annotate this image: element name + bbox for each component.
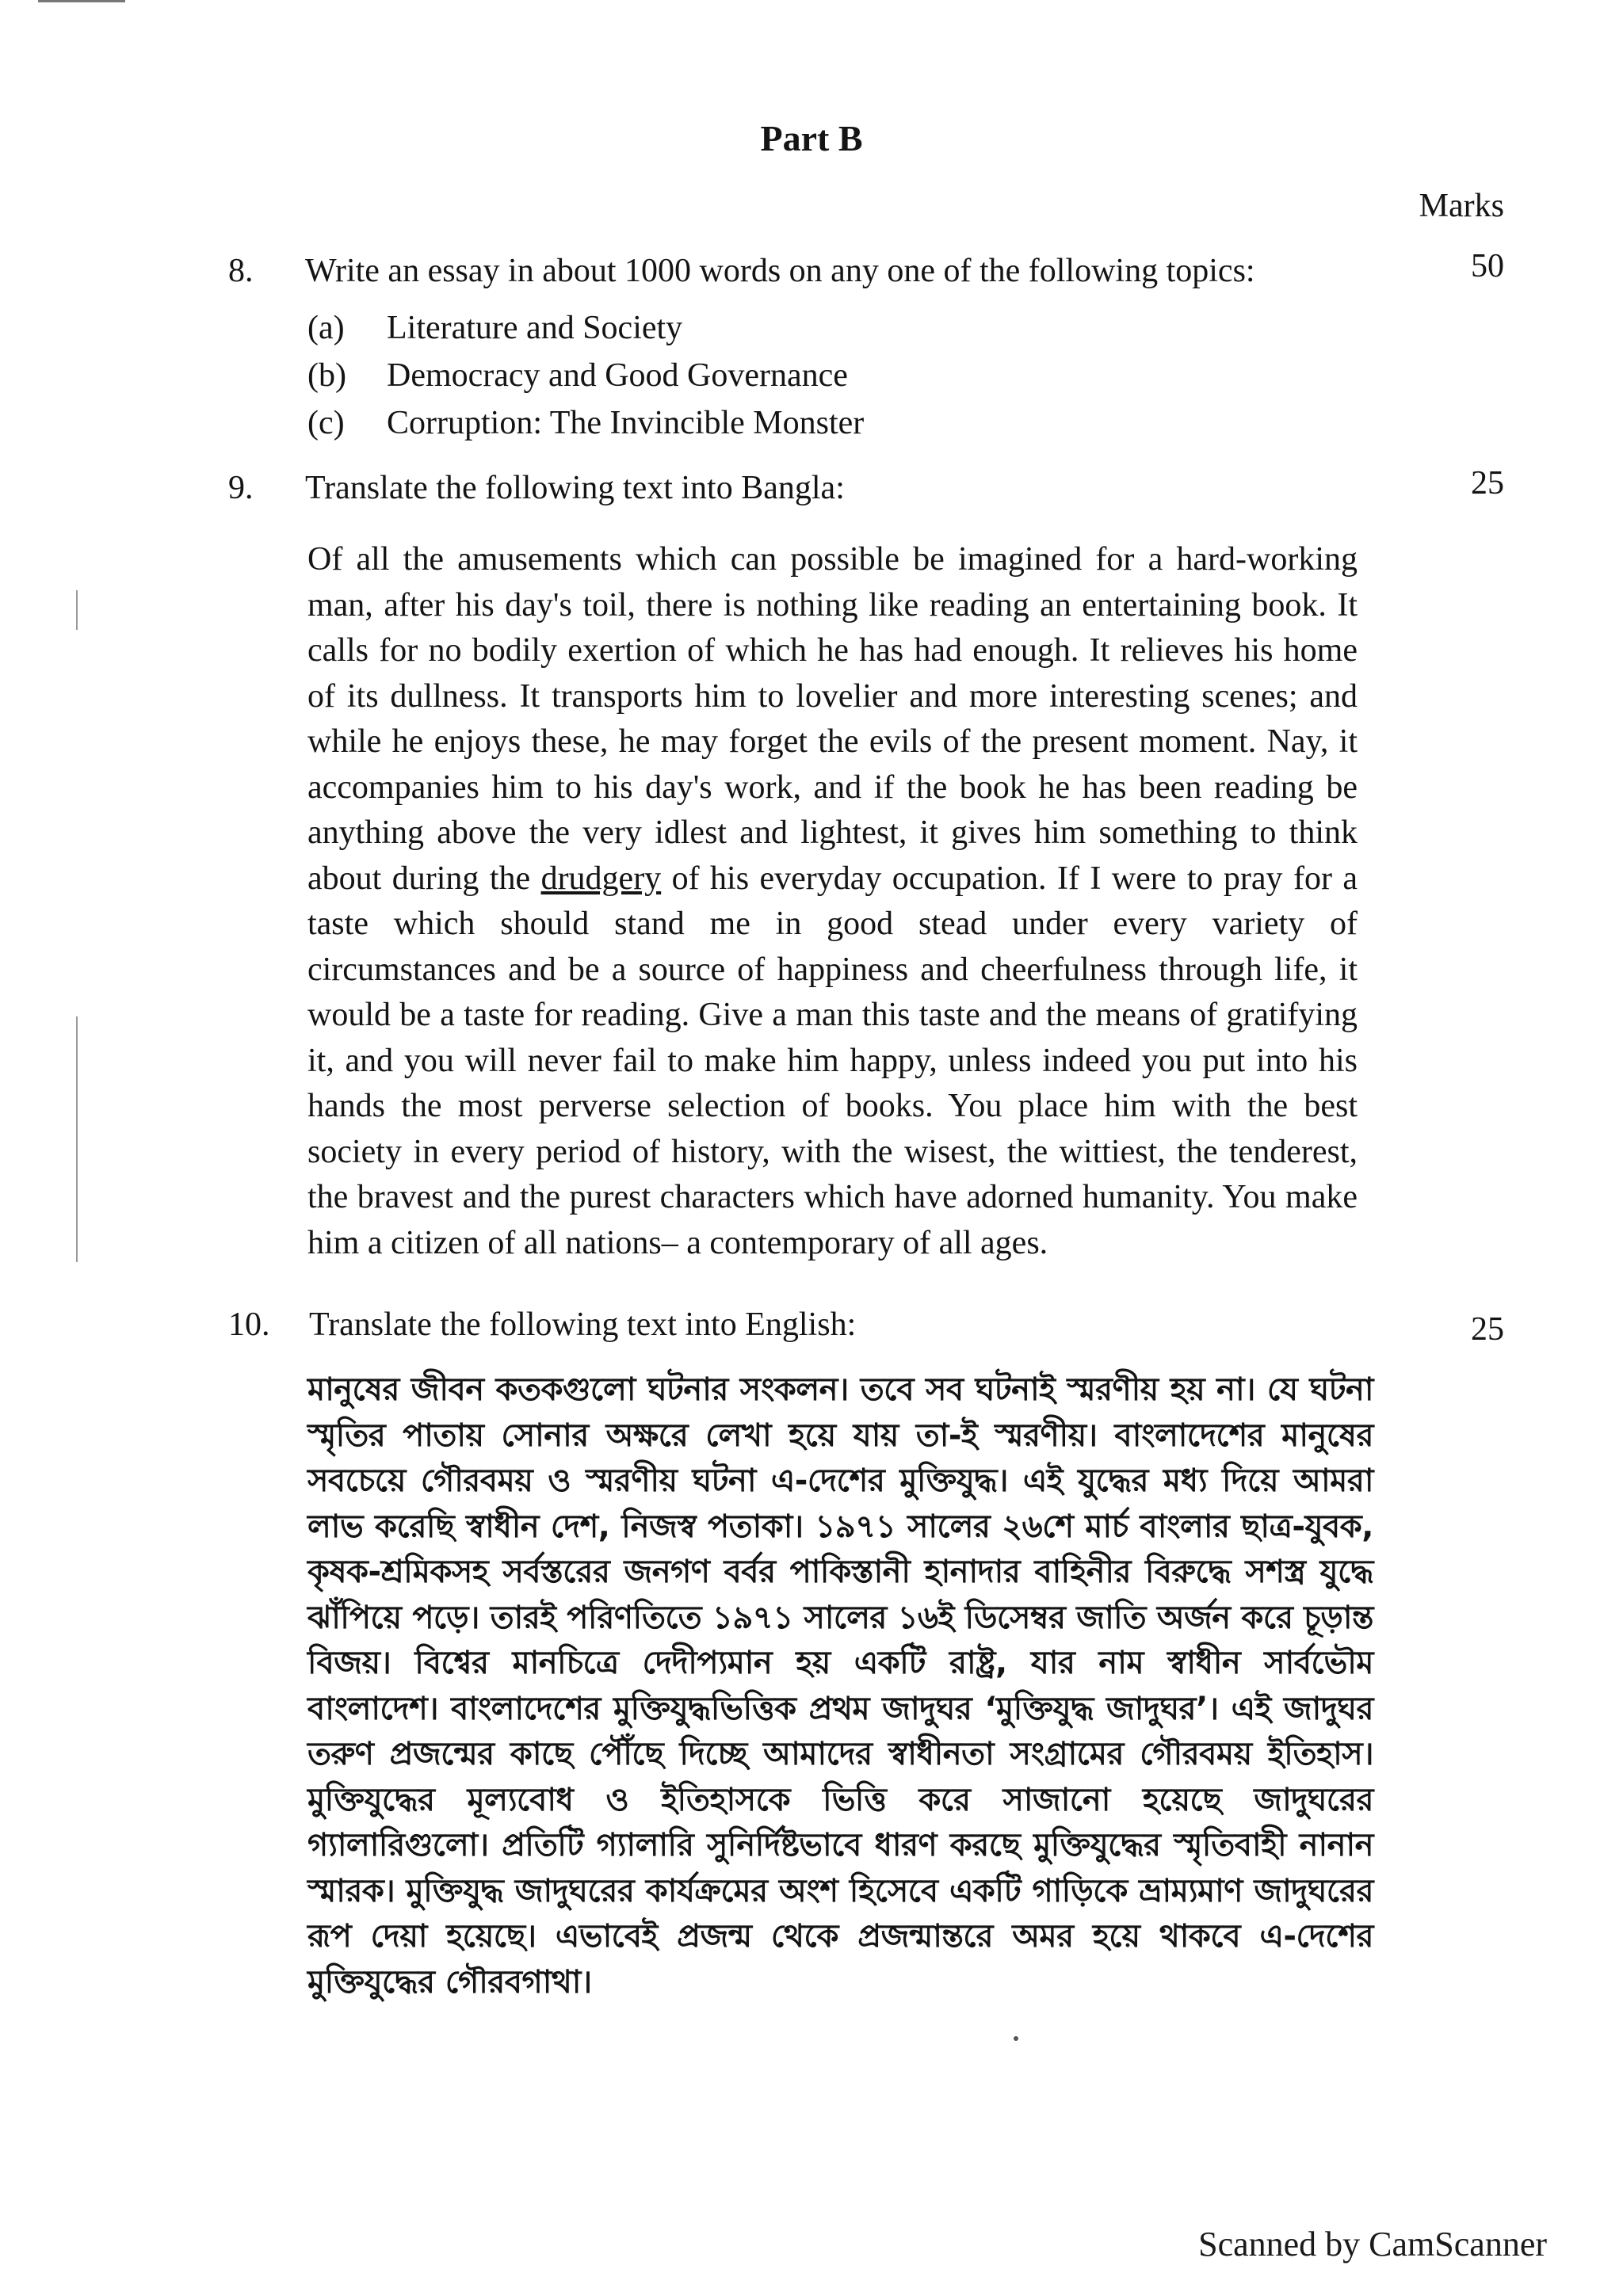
option-c [307,404,864,442]
option-text: Corruption: The Invincible Monster [387,405,865,441]
option-b [307,357,848,395]
question-text: Translate the following text into English: [309,1306,857,1343]
question-marks: 25 [1471,1311,1504,1348]
scan-speck [1014,2036,1018,2041]
english-passage [307,537,1358,1266]
underlined-word: drudgery [540,860,662,897]
scanner-watermark: Scanned by CamScanner [1198,2225,1547,2264]
question-text: Translate the following text into Bangla: [305,470,845,506]
question-marks: 50 [1471,248,1504,284]
option-text: Literature and Society [387,310,683,346]
part-title: Part B [760,118,863,158]
marks-header: Marks [1419,188,1504,224]
scan-top-edge [38,0,125,2]
scan-margin-line [76,1016,78,1262]
question-marks: 25 [1471,465,1504,502]
option-label: (a) [307,310,345,346]
scan-margin-line [76,590,78,630]
question-number: 10. [228,1306,270,1343]
option-label: (b) [307,357,346,394]
option-text: Democracy and Good Governance [387,357,848,394]
option-label: (c) [307,405,345,441]
question-number: 9. [228,470,254,506]
passage-text: of his everyday occupation. If I were to pray for a taste which should stand me in good stead under every variety of circumstances and be a source of happiness and cheerfulness through life, it would be a taste for reading. Give a man this taste and the means of gratifying it, and you will never fail to make him happy, unless indeed you put into his hands the most perverse selection of books. You place him with the best society in every period of history, with the wisest, the wittiest, the tenderest, the bravest and the purest characters which have adorned humanity. You make him a citizen of all nations– a contemporary of all ages. [307,860,1358,1261]
passage-text: Of all the amusements which can possible be imagined for a hard-working man, after his day's toil, there is nothing like reading an entertaining book. It calls for no bodily exertion of which he has had enough. It relieves his home of its dullness. It transports him to lovelier and more interesting scenes; and while he enjoys these, he may forget the evils of the present moment. Nay, it accompanies him to his day's work, and if the book he has been reading be anything above the very idlest and lightest, it gives him something to think about during the [307,541,1358,897]
option-a [307,309,682,347]
bangla-passage: মানুষের জীবন কতকগুলো ঘটনার সংকলন। তবে সব ঘটনাই স্মরণীয় হয় না। যে ঘটনা স্মৃতির পাতায় সোনার অক্ষরে লেখা হয়ে যায় তা-ই স্মরণীয়। বাংলাদেশের মানুষের সবচেয়ে গৌরবময় ও স্মরণীয় ঘটনা এ-দেশের মুক্তিযুদ্ধ। এই যুদ্ধের মধ্য দিয়ে আমরা লাভ করেছি স্বাধীন দেশ, নিজস্ব পতাকা। ১৯৭১ সালের ২৬শে মার্চ বাংলার ছাত্র-যুবক, কৃষক-শ্রমিকসহ সর্বস্তরের জনগণ বর্বর পাকিস্তানী হানাদার বাহিনীর বিরুদ্ধে সশস্ত্র যুদ্ধে ঝাঁপিয়ে পড়ে। তারই পরিণতিতে ১৯৭১ সালের ১৬ই ডিসেম্বর জাতি অর্জন করে চূড়ান্ত বিজয়। বিশ্বের মানচিত্রে দেদীপ্যমান হয় একটি রাষ্ট্র, যার নাম স্বাধীন সার্বভৌম বাংলাদেশ। বাংলাদেশের মুক্তিযুদ্ধভিত্তিক প্রথম জাদুঘর ‘মুক্তিযুদ্ধ জাদুঘর’। এই জাদুঘর তরুণ প্রজন্মের কাছে পৌঁছে দিচ্ছে আমাদের স্বাধীনতা সংগ্রামের গৌরবময় ইতিহাস। মুক্তিযুদ্ধের মূল্যবোধ ও ইতিহাসকে ভিত্তি করে সাজানো হয়েছে জাদুঘরের গ্যালারিগুলো। প্রতিটি গ্যালারি সুনির্দিষ্টভাবে ধারণ করছে মুক্তিযুদ্ধের স্মৃতিবাহী নানান স্মারক। মুক্তিযুদ্ধ জাদুঘরের কার্যক্রমের অংশ হিসেবে একটি গাড়িকে ভ্রাম্যমাণ জাদুঘরের রূপ দেয়া হয়েছে। এভাবেই প্রজন্ম থেকে প্রজন্মান্তরে অমর হয়ে থাকবে এ-দেশের মুক্তিযুদ্ধের গৌরবগাথা। [307,1371,1373,2000]
question-number: 8. [228,253,254,289]
question-text: Write an essay in about 1000 words on any one of the following topics: [305,253,1255,289]
